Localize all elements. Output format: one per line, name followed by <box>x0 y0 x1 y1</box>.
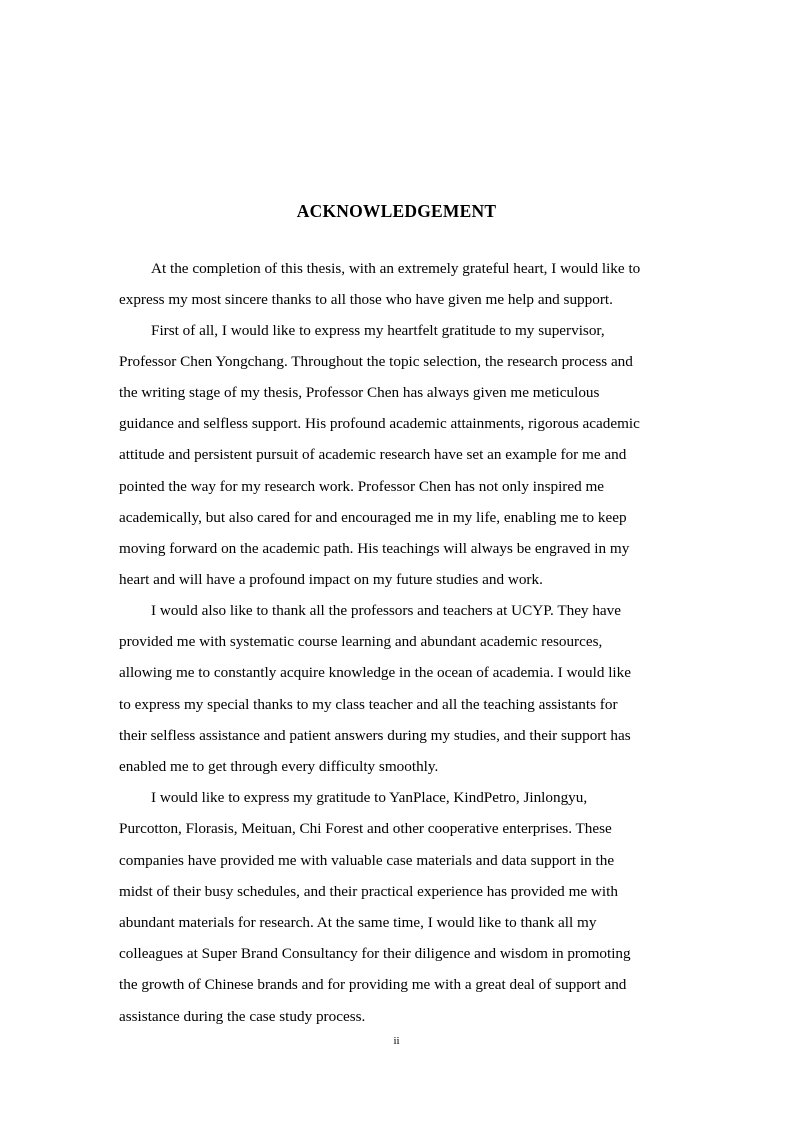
text-line: pointed the way for my research work. Professor Chen has not only inspired me <box>119 478 605 495</box>
text-line: express my most sincere thanks to all those who have given me help and support. <box>119 291 613 308</box>
text-line: First of all, I would like to express my heartfelt gratitude to my supervisor, <box>151 322 605 339</box>
text-line: academically, but also cared for and encouraged me in my life, enabling me to keep <box>119 509 627 526</box>
text-line: Professor Chen Yongchang. Throughout the topic selection, the research process and <box>119 353 633 370</box>
text-line: Purcotton, Florasis, Meituan, Chi Forest and other cooperative enterprises. These <box>119 820 612 837</box>
page-title: ACKNOWLEDGEMENT <box>296 201 497 221</box>
text-line: their selfless assistance and patient answers during my studies, and their support has <box>119 727 631 744</box>
text-line: the growth of Chinese brands and for providing me with a great deal of support and <box>119 976 627 993</box>
text-line: assistance during the case study process. <box>119 1008 366 1025</box>
text-line: abundant materials for research. At the same time, I would like to thank all my <box>119 914 597 931</box>
text-line: heart and will have a profound impact on my future studies and work. <box>119 571 543 588</box>
text-line: companies have provided me with valuable case materials and data support in the <box>119 852 615 869</box>
text-line: to express my special thanks to my class teacher and all the teaching assistants for <box>119 696 618 713</box>
page-number: ii <box>393 1035 400 1047</box>
text-line: enabled me to get through every difficulty smoothly. <box>119 758 439 775</box>
text-line: I would like to express my gratitude to YanPlace, KindPetro, Jinlongyu, <box>151 789 588 806</box>
text-line: provided me with systematic course learning and abundant academic resources, <box>119 633 603 650</box>
text-line: guidance and selfless support. His profound academic attainments, rigorous academic <box>119 415 640 432</box>
text-line: the writing stage of my thesis, Professor Chen has always given me meticulous <box>119 384 600 401</box>
text-line: allowing me to constantly acquire knowledge in the ocean of academia. I would like <box>119 664 631 681</box>
text-line: attitude and persistent pursuit of academic research have set an example for me and <box>119 446 627 463</box>
text-line: I would also like to thank all the professors and teachers at UCYP. They have <box>151 602 621 619</box>
text-line: moving forward on the academic path. His teachings will always be engraved in my <box>119 540 630 557</box>
text-line: midst of their busy schedules, and their practical experience has provided me with <box>119 883 618 900</box>
text-line: At the completion of this thesis, with an extremely grateful heart, I would like to <box>151 260 641 277</box>
text-line: colleagues at Super Brand Consultancy for their diligence and wisdom in promoting <box>119 945 631 962</box>
